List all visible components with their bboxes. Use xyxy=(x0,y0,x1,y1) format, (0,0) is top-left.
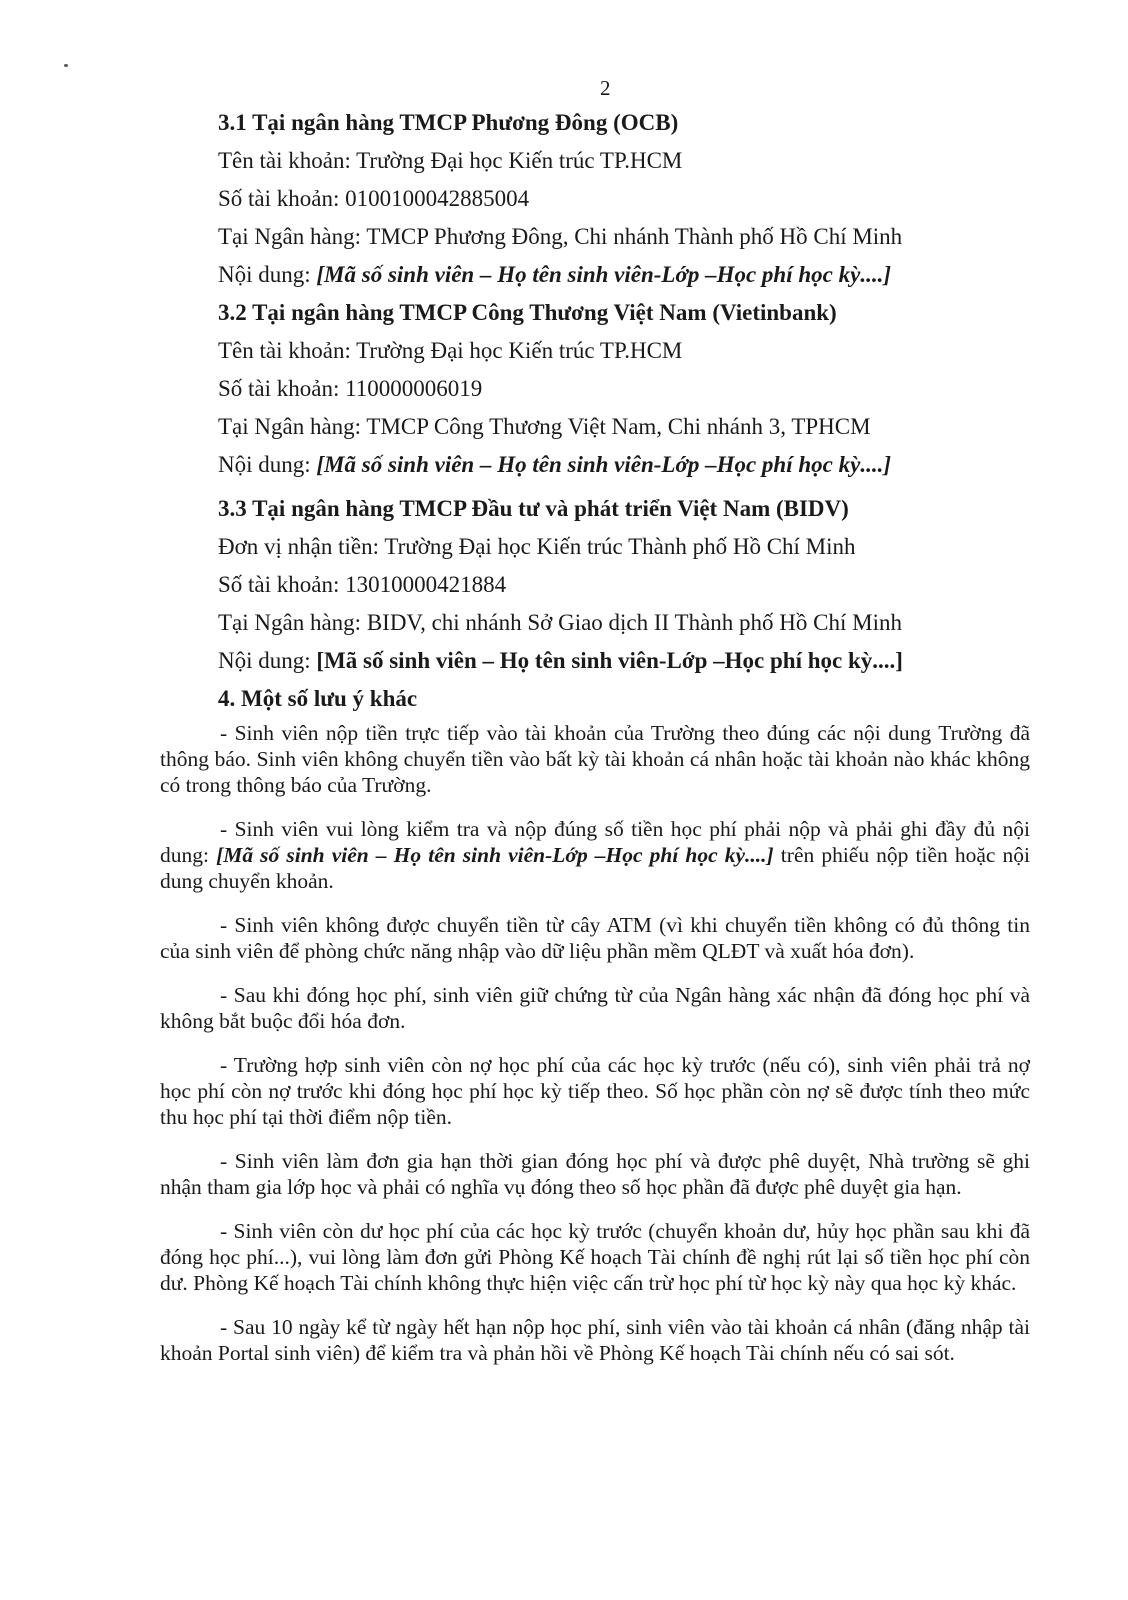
notes-list xyxy=(160,720,1030,1384)
note-item: - Sinh viên nộp tiền trực tiếp vào tài khoản của Trường theo đúng các nội dung Trường đã thông báo. Sinh viên không chuyển tiền vào bất kỳ tài khoản cá nhân hoặc tài khoản nào khác không có trong thông báo của Trường. xyxy=(160,721,1030,797)
section-heading: 3.1 Tại ngân hàng TMCP Phương Đông (OCB) xyxy=(218,110,679,135)
note-text: - Sinh viên vui lòng kiểm tra và nộp đúng số tiền học phí phải nộp và phải ghi đầy đủ nội dung: xyxy=(160,817,1030,867)
section-heading: 3.3 Tại ngân hàng TMCP Đầu tư và phát triển Việt Nam (BIDV) xyxy=(218,496,849,521)
bank-branch: Tại Ngân hàng: TMCP Phương Đông, Chi nhánh Thành phố Hồ Chí Minh xyxy=(218,224,903,249)
note-emphasis: [Mã số sinh viên – Họ tên sinh viên-Lớp –Học phí học kỳ....] xyxy=(216,843,774,867)
note-item-content xyxy=(160,816,1030,894)
note-item: - Sinh viên còn dư học phí của các học kỳ trước (chuyển khoản dư, hủy học phần sau khi đã đóng học phí...), vui lòng làm đơn gửi Phòng Kế hoạch Tài chính đề nghị rút lại số tiền học phí còn dư. Phòng Kế hoạch Tài chính không thực hiện việc cấn trừ học phí từ học kỳ này qua học kỳ khác. xyxy=(160,1219,1030,1295)
section-heading: 3.2 Tại ngân hàng TMCP Công Thương Việt Nam (Vietinbank) xyxy=(218,300,837,325)
payment-content xyxy=(218,446,1018,484)
scan-speck xyxy=(64,64,68,67)
account-name: Tên tài khoản: Trường Đại học Kiến trúc TP.HCM xyxy=(218,148,683,173)
page-number: 2 xyxy=(600,76,611,100)
section-ocb xyxy=(218,104,1018,294)
note-item: - Trường hợp sinh viên còn nợ học phí của các học kỳ trước (nếu có), sinh viên phải trả nợ học phí còn nợ trước khi đóng học phí học kỳ tiếp theo. Số học phần còn nợ sẽ được tính theo mức thu học phí tại thời điểm nộp tiền. xyxy=(160,1053,1030,1129)
account-number: Số tài khoản: 0100100042885004 xyxy=(218,186,530,211)
section-bidv xyxy=(218,490,1018,718)
account-name: Tên tài khoản: Trường Đại học Kiến trúc TP.HCM xyxy=(218,338,683,363)
content-value: [Mã số sinh viên – Họ tên sinh viên-Lớp –Học phí học kỳ....] xyxy=(310,452,891,477)
content-label: Nội dung: xyxy=(218,452,311,477)
note-item: - Sau 10 ngày kể từ ngày hết hạn nộp học phí, sinh viên vào tài khoản cá nhân (đăng nhập tài khoản Portal sinh viên) để kiểm tra và phản hồi về Phòng Kế hoạch Tài chính nếu có sai sót. xyxy=(160,1315,1030,1365)
note-item: - Sinh viên không được chuyển tiền từ cây ATM (vì khi chuyển tiền không có đủ thông tin của sinh viên để phòng chức năng nhập vào dữ liệu phần mềm QLĐT và xuất hóa đơn). xyxy=(160,913,1030,963)
note-text: trên phiếu nộp tiền hoặc nội dung chuyển khoản. xyxy=(160,843,1030,893)
content-label: Nội dung: xyxy=(218,262,311,287)
content-value: [Mã số sinh viên – Họ tên sinh viên-Lớp –Học phí học kỳ....] xyxy=(310,648,903,673)
account-number: Số tài khoản: 110000006019 xyxy=(218,376,483,401)
note-item: - Sau khi đóng học phí, sinh viên giữ chứng từ của Ngân hàng xác nhận đã đóng học phí và không bắt buộc đổi hóa đơn. xyxy=(160,983,1030,1033)
payment-content xyxy=(218,642,1018,680)
notes-heading: 4. Một số lưu ý khác xyxy=(218,686,418,711)
bank-branch: Tại Ngân hàng: TMCP Công Thương Việt Nam, Chi nhánh 3, TPHCM xyxy=(218,414,871,439)
content-label: Nội dung: xyxy=(218,648,311,673)
payment-content xyxy=(218,256,1018,294)
content-value: [Mã số sinh viên – Họ tên sinh viên-Lớp –Học phí học kỳ....] xyxy=(310,262,891,287)
recipient-unit: Đơn vị nhận tiền: Trường Đại học Kiến trúc Thành phố Hồ Chí Minh xyxy=(218,534,856,559)
section-vietinbank xyxy=(218,294,1018,484)
note-item: - Sinh viên làm đơn gia hạn thời gian đóng học phí và được phê duyệt, Nhà trường sẽ ghi nhận tham gia lớp học và phải có nghĩa vụ đóng theo số học phần đã được phê duyệt gia hạn. xyxy=(160,1149,1030,1199)
bank-branch: Tại Ngân hàng: BIDV, chi nhánh Sở Giao dịch II Thành phố Hồ Chí Minh xyxy=(218,610,902,635)
account-number: Số tài khoản: 13010000421884 xyxy=(218,572,507,597)
